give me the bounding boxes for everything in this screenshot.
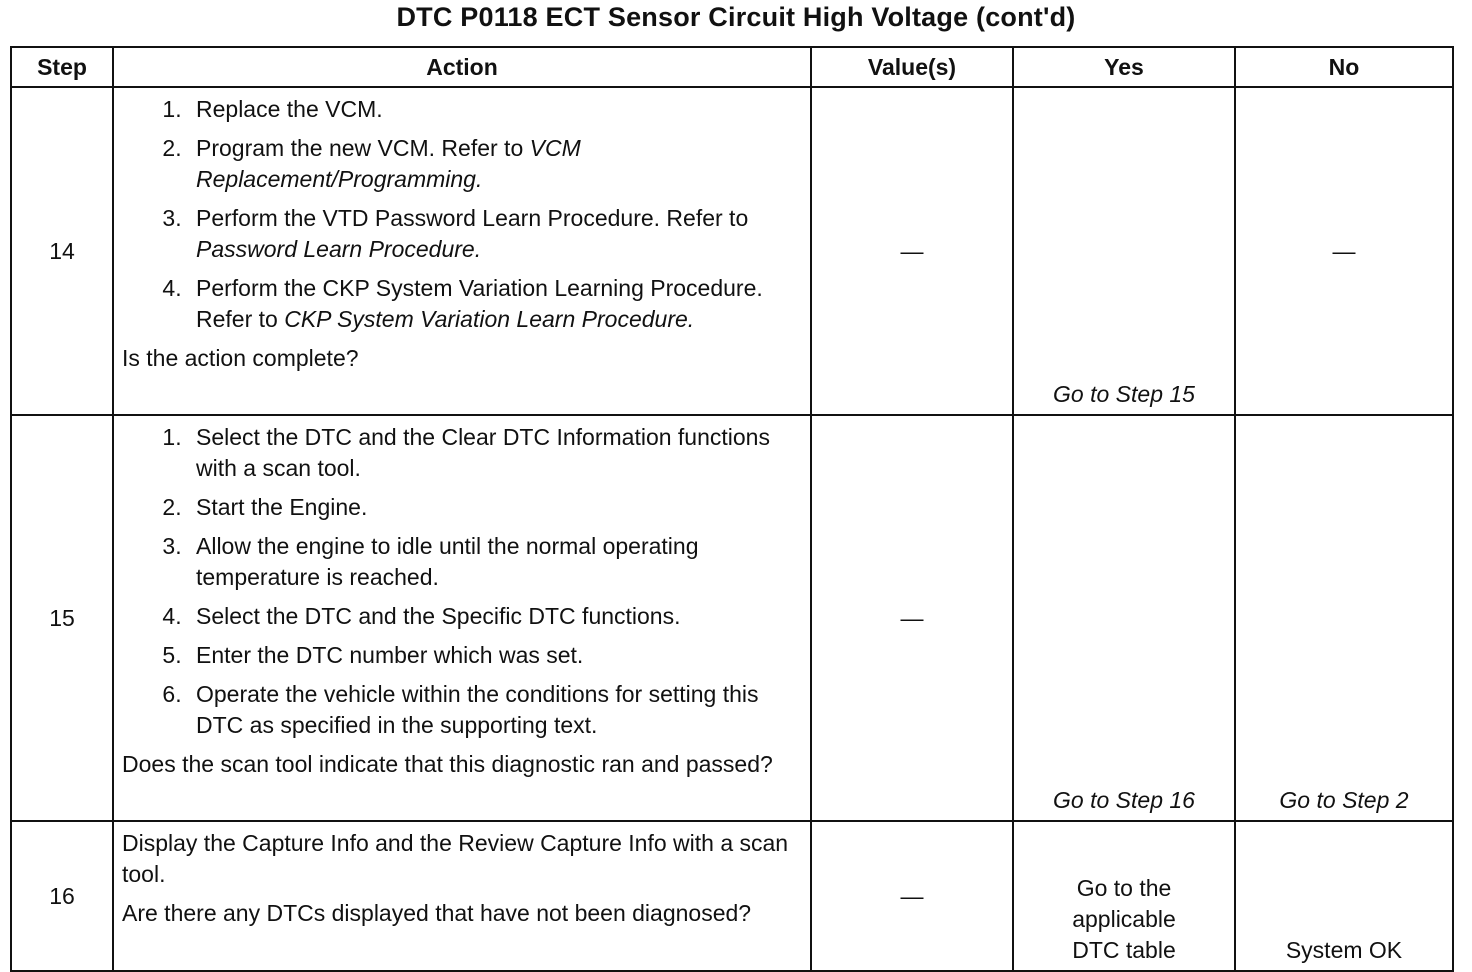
- action-question: Does the scan tool indicate that this diagnostic ran and passed?: [122, 751, 773, 777]
- header-step: Step: [11, 47, 113, 87]
- action-question: Are there any DTCs displayed that have not been diagnosed?: [122, 900, 752, 926]
- action-paragraph: Display the Capture Info and the Review Capture Info with a scan tool.: [122, 830, 789, 887]
- action-text: Replace the VCM.: [196, 96, 383, 122]
- table-row: [11, 87, 1453, 415]
- yes-text: Go to the applicable DTC table: [1072, 875, 1176, 963]
- action-cell: [113, 415, 811, 821]
- diagnostic-table: [10, 46, 1454, 972]
- action-text: Operate the vehicle within the conditions for setting this DTC as specified in the supporting text.: [196, 681, 759, 738]
- action-item: [188, 203, 802, 265]
- yes-cell: Go to Step 15: [1013, 87, 1235, 415]
- action-item: [188, 679, 802, 741]
- action-list: [122, 94, 802, 335]
- action-text: Select the DTC and the Specific DTC functions.: [196, 603, 681, 629]
- action-item: [188, 273, 802, 335]
- action-text: Start the Engine.: [196, 494, 368, 520]
- action-item: [188, 422, 802, 484]
- header-no: No: [1235, 47, 1453, 87]
- action-text: Perform the VTD Password Learn Procedure. Refer to: [196, 205, 749, 231]
- page-title: DTC P0118 ECT Sensor Circuit High Voltage (cont'd): [396, 2, 1076, 32]
- no-cell: —: [1235, 87, 1453, 415]
- yes-cell: [1013, 821, 1235, 971]
- action-item: [188, 133, 802, 195]
- action-text: Program the new VCM. Refer to: [196, 135, 530, 161]
- table-row: [11, 821, 1453, 971]
- action-item: [188, 601, 802, 632]
- action-item: [188, 94, 802, 125]
- action-question: Is the action complete?: [122, 345, 359, 371]
- table-row: [11, 415, 1453, 821]
- action-text: Perform the CKP System Variation Learning Procedure. Refer to: [196, 275, 763, 332]
- action-item: [188, 492, 802, 523]
- action-reference: CKP System Variation Learn Procedure.: [284, 306, 695, 332]
- action-text: Select the DTC and the Clear DTC Information functions with a scan tool.: [196, 424, 770, 481]
- action-item: [188, 640, 802, 671]
- step-number: 15: [11, 415, 113, 821]
- no-cell: System OK: [1235, 821, 1453, 971]
- action-reference: Password Learn Procedure.: [196, 236, 482, 262]
- action-text: Enter the DTC number which was set.: [196, 642, 584, 668]
- action-cell: [113, 821, 811, 971]
- step-number: 16: [11, 821, 113, 971]
- value-cell: —: [811, 415, 1013, 821]
- no-cell: Go to Step 2: [1235, 415, 1453, 821]
- table-header-row: [11, 47, 1453, 87]
- action-reference: VCM Replacement/Programming.: [196, 135, 581, 192]
- action-cell: [113, 87, 811, 415]
- yes-cell: Go to Step 16: [1013, 415, 1235, 821]
- value-cell: —: [811, 87, 1013, 415]
- action-text: Allow the engine to idle until the normal operating temperature is reached.: [196, 533, 699, 590]
- action-list: [122, 422, 802, 741]
- header-values: Value(s): [811, 47, 1013, 87]
- header-yes: Yes: [1013, 47, 1235, 87]
- value-cell: —: [811, 821, 1013, 971]
- header-action: Action: [113, 47, 811, 87]
- action-item: [188, 531, 802, 593]
- step-number: 14: [11, 87, 113, 415]
